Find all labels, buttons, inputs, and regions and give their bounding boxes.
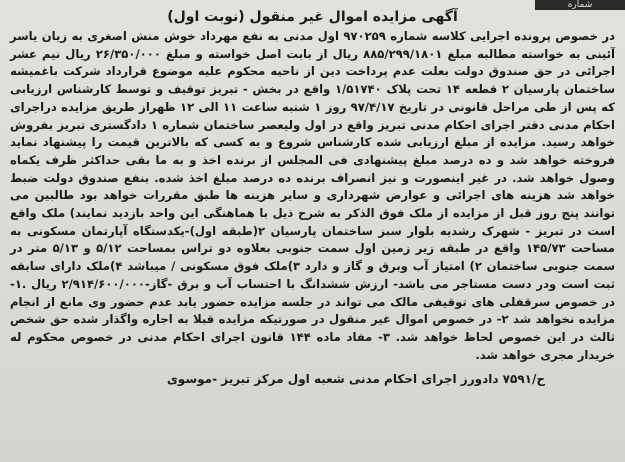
corner-mark: شماره [535, 0, 625, 10]
notice-signature: ح/۷۵۹۱ دادورز اجرای احکام مدنی شعبه اول مرکز تبریز -موسوی [166, 372, 545, 387]
notice-title: آگهی مزایده اموال غیر منقول (نوبت اول) [167, 9, 458, 25]
notice-paragraph: در خصوص پرونده اجرایی کلاسه شماره ۹۷۰۲۵۹ اول مدنی به نفع مهرداد خوش منش اصغری به زیان یاسر آئینی به خواسته مطالبه مبلغ ۸۸۵/۲۹۹/۱۸۰۱ ریال از بابت اصل خواسته و مبلغ ۲۶/۳۵۰/۰۰۰ ریال نیم عشر اجرائی در حق صندوق دولت بعلت عدم پرداخت دین از ناحیه محکوم علیه موضوع قرارداد شرکت باغمیشه ساختمان پارسیان ۲ قطعه ۱۴ تحت پلاک ۱/۵۱۷۴۰ واقع در بخش - تبریز توقیف و توسط کارشناس ارزیابی که پس از طی مراحل قانونی در تاریخ ۹۷/۴/۱۷ روز ۱ شنبه ساعت ۱۱ الی ۱۲ ظهراز طریق مزایده دراجرای احکام مدنی دفتر اجرای احکام مدنی تبریز واقع در اول ولیعصر ساختمان شماره ۱ دادگستری تبریز بفروش خواهد رسید. مزایده از مبلغ ارزیابی شده کارشناس شروع و به کسی که بالاترین قیمت را پیشنهاد نماید فروخته خواهد شد و ده درصد مبلغ پیشنهادی فی المجلس از برنده اخذ و به ما بقی حداکثر ظرف یکماه وصول خواهد شد. در غیر اینصورت و نیز انصراف برنده ده درصد مبلغ اخذ شده. بنفع صندوق دولت ضبط خواهد شد هزینه های اجرائی و عوارض شهرداری و سایر هزینه ها طبق مقررات خواهد بود طالبین می توانند پنج روز قبل از مزایده از ملک فوق الذکر به شرح ذیل با هماهنگی این واحد بازدید نمایند) ملک واقع است در تبریز - شهرک رشدیه بلوار سبز ساختمان پارسیان ۲(طبقه اول)-یکدستگاه آپارتمان مسکونی به مساحت ۱۴۵/۷۳ واقع در طبقه زیر زمین اول سمت جنوبی بعلاوه دو تراس بمساحت ۵/۱۲ و ۵/۱۳ متر در سمت جنوبی ساختمان ۲) امتیاز آب وبرق و گاز و دارد ۳)ملک فوق مسکونی / میباشد ۴)ملک دارای سابقه ثبت است ودر دست مستاجر می باشد- ارزش ششدانگ با احتساب آب و برق -گاز-۲/۹۱۴/۶۰۰/۰۰۰ ریال .۱- در خصوص سرقفلی های توقیفی مالک می تواند در جلسه مزایده حضور یابد عدم حضور وی مانع از انجام مزایده نخواهد شد ۲- در خصوص اموال غیر منقول در صورتیکه مزایده قبلا به اجاره واگذار شده حق شخص ثالث در این خصوص لحاظ خواهد شد. ۳- مفاد ماده ۱۴۴ قانون اجرای احکام مدنی در خصوص محکوم له خریدار مجری خواهد شد. [10, 29, 616, 362]
notice-body [10, 28, 615, 364]
